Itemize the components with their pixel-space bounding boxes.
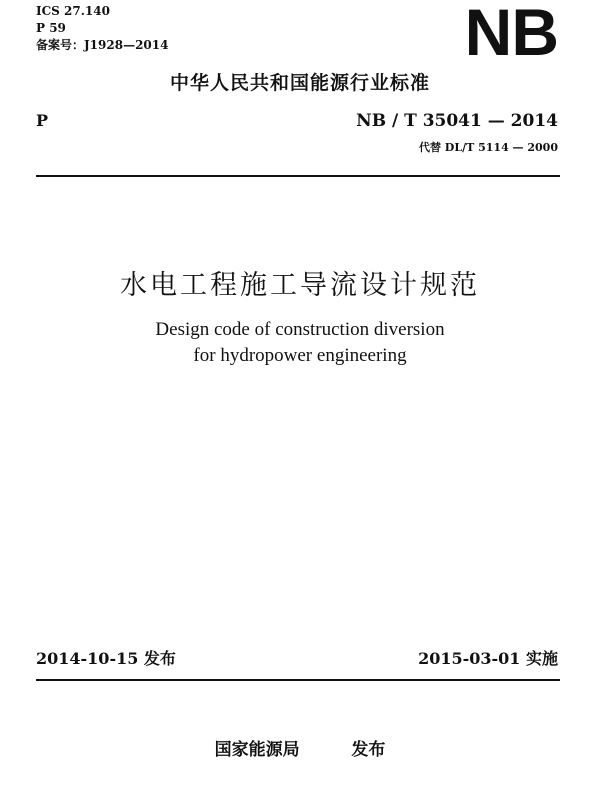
- effective-date: 2015-03-01 实施: [418, 649, 558, 668]
- replaces-standard: 代替 DL/T 5114 — 2000: [418, 141, 558, 154]
- standard-number: NB / T 35041 — 2014: [356, 111, 558, 131]
- top-divider: [36, 175, 560, 177]
- p-code: P 59: [36, 21, 66, 35]
- title-chinese: 水电工程施工导流设计规范: [120, 270, 480, 301]
- nb-logo: NB: [464, 0, 558, 69]
- issuer: 国家能源局 发布: [214, 740, 386, 760]
- bottom-divider: [36, 679, 560, 681]
- publish-date: 2014-10-15 发布: [36, 649, 176, 668]
- title-english-line-1: Design code of construction diversion: [155, 319, 445, 340]
- filing-number: 备案号：J1928—2014: [36, 38, 169, 52]
- classification-letter: P: [36, 111, 49, 130]
- ics-code: ICS 27.140: [36, 4, 110, 18]
- industry-standard-title: 中华人民共和国能源行业标准: [169, 72, 430, 94]
- title-english-line-2: for hydropower engineering: [193, 345, 407, 366]
